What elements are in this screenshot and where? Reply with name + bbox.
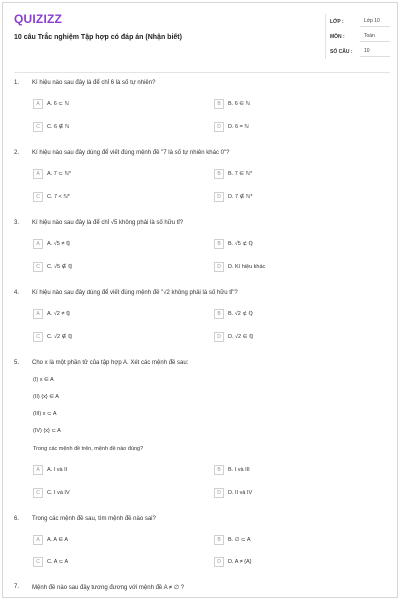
option-letter-box: C: [33, 262, 43, 272]
option-b[interactable]: [214, 98, 250, 110]
question-number: 1.: [14, 80, 20, 86]
option-text: B. √2 ⊄ ℚ: [228, 311, 253, 317]
option-b[interactable]: [214, 464, 250, 476]
option-letter-box: D: [214, 332, 224, 342]
option-text: C. √5 ∉ ℚ: [47, 264, 73, 270]
meta-value: Lớp 10: [360, 16, 390, 27]
option-text: D. A ≠ {A}: [228, 559, 252, 565]
option-d[interactable]: [214, 487, 252, 499]
question-number: 6.: [14, 516, 20, 522]
option-a[interactable]: [33, 464, 67, 476]
option-letter-box: C: [33, 332, 43, 342]
meta-panel: [325, 14, 390, 59]
option-letter-box: C: [33, 557, 43, 567]
question-text: Trong các mệnh đề sau, tìm mệnh đề nào sai?: [32, 516, 156, 522]
document-title: 10 câu Trắc nghiệm Tập hợp có đáp án (Nhận biết): [14, 34, 182, 41]
meta-value: 10: [360, 46, 390, 57]
option-text: C. 7 < ℕ*: [47, 194, 70, 200]
question-text: Kí hiệu nào sau đây dùng để viết đúng mệnh đề "√2 không phải là số hữu tỉ"?: [32, 290, 238, 296]
option-letter-box: B: [214, 239, 224, 249]
option-letter-box: C: [33, 122, 43, 132]
option-text: A. √2 ≠ ℚ: [47, 311, 71, 317]
option-text: A. A ∈ A: [47, 537, 68, 543]
option-d[interactable]: [214, 331, 253, 343]
option-c[interactable]: [33, 331, 72, 343]
option-letter-box: A: [33, 169, 43, 179]
option-letter-box: C: [33, 192, 43, 202]
meta-label: SỐ CÂU :: [330, 48, 353, 55]
option-text: A. 7 ⊂ ℕ*: [47, 171, 71, 177]
option-letter-box: B: [214, 535, 224, 545]
question-text: Kí hiệu nào sau đây là để chỉ √5 không phải là số hữu tỉ?: [32, 220, 184, 226]
option-letter-box: D: [214, 488, 224, 498]
statement-i: (I) x ∈ A: [33, 377, 54, 383]
option-b[interactable]: [214, 238, 253, 250]
option-c[interactable]: [33, 191, 70, 203]
option-text: D. II và IV: [228, 490, 253, 496]
option-b[interactable]: [214, 168, 252, 180]
option-a[interactable]: [33, 534, 68, 546]
option-b[interactable]: [214, 308, 253, 320]
question-number: 5.: [14, 360, 20, 366]
statement-ii: (II) {x} ∈ A: [33, 394, 59, 400]
question-6: [14, 516, 390, 572]
option-a[interactable]: [33, 238, 70, 250]
quizizz-logo: QUIZIZZ: [14, 12, 63, 26]
option-letter-box: B: [214, 99, 224, 109]
meta-row-count: [326, 44, 390, 59]
question-text: Kí hiệu nào sau đây dùng để viết đúng mệnh đề "7 là số tự nhiên khác 0"?: [32, 150, 230, 156]
option-a[interactable]: [33, 308, 70, 320]
option-letter-box: A: [33, 309, 43, 319]
meta-value: Toán: [360, 31, 390, 42]
option-text: B. 6 ∈ ℕ: [228, 101, 251, 107]
option-letter-box: A: [33, 239, 43, 249]
option-text: A. I và II: [47, 467, 68, 473]
option-text: B. 7 ∈ ℕ*: [228, 171, 253, 177]
option-text: B. √5 ⊄ ℚ: [228, 241, 253, 247]
question-prompt: Trong các mệnh đề trên, mệnh đề nào đúng?: [33, 446, 144, 452]
option-c[interactable]: [33, 121, 69, 133]
statement-iii: (III) x ⊂ A: [33, 411, 57, 417]
question-3: [14, 220, 390, 276]
question-text: Cho x là một phần tử của tập hợp A. Xét các mệnh đề sau:: [32, 360, 189, 366]
option-text: B. I và III: [228, 467, 250, 473]
question-7: [14, 584, 390, 594]
option-letter-box: D: [214, 262, 224, 272]
option-letter-box: A: [33, 535, 43, 545]
option-d[interactable]: [214, 191, 252, 203]
question-2: [14, 150, 390, 206]
option-text: C. A ⊂ A: [47, 559, 69, 565]
question-text: Mệnh đề nào sau đây tương đương với mệnh đề A ≠ ∅ ?: [32, 585, 185, 591]
question-4: [14, 290, 390, 346]
option-letter-box: B: [214, 465, 224, 475]
question-5: [14, 360, 390, 504]
option-d[interactable]: [214, 121, 249, 133]
option-letter-box: A: [33, 99, 43, 109]
question-number: 4.: [14, 290, 20, 296]
option-text: A. 6 ⊂ ℕ: [47, 101, 69, 107]
option-letter-box: B: [214, 169, 224, 179]
question-1: [14, 80, 390, 136]
option-a[interactable]: [33, 168, 71, 180]
option-a[interactable]: [33, 98, 69, 110]
option-text: D. Kí hiệu khác: [228, 264, 266, 270]
option-text: D. 6 = ℕ: [228, 124, 249, 130]
option-c[interactable]: [33, 556, 68, 568]
question-text: Kí hiệu nào sau đây là để chỉ 6 là số tự nhiên?: [32, 80, 156, 86]
meta-row-subject: [326, 29, 390, 44]
option-text: D. 7 ∉ ℕ*: [228, 194, 253, 200]
option-letter-box: D: [214, 122, 224, 132]
option-text: B. ∅ ⊂ A: [228, 537, 251, 543]
option-c[interactable]: [33, 261, 72, 273]
option-text: D. √2 ∈ ℚ: [228, 334, 254, 340]
option-letter-box: C: [33, 488, 43, 498]
document-header: [14, 12, 390, 74]
option-letter-box: D: [214, 192, 224, 202]
option-text: A. √5 ≠ ℚ: [47, 241, 71, 247]
question-number: 3.: [14, 220, 20, 226]
meta-label: MÔN :: [330, 33, 345, 40]
meta-label: LỚP :: [330, 18, 344, 25]
option-d[interactable]: [214, 261, 265, 273]
option-b[interactable]: [214, 534, 251, 546]
option-letter-box: A: [33, 465, 43, 475]
statement-iv: (IV) {x} ⊂ A: [33, 428, 61, 434]
question-number: 2.: [14, 150, 20, 156]
option-c[interactable]: [33, 487, 70, 499]
header-divider: [14, 72, 390, 73]
question-number: 7.: [14, 584, 20, 590]
option-d[interactable]: [214, 556, 252, 568]
meta-row-class: [326, 14, 390, 29]
option-text: C. 6 ∉ ℕ: [47, 124, 70, 130]
option-text: C. √2 ∉ ℚ: [47, 334, 73, 340]
option-letter-box: D: [214, 557, 224, 567]
option-letter-box: B: [214, 309, 224, 319]
option-text: C. I và IV: [47, 490, 70, 496]
